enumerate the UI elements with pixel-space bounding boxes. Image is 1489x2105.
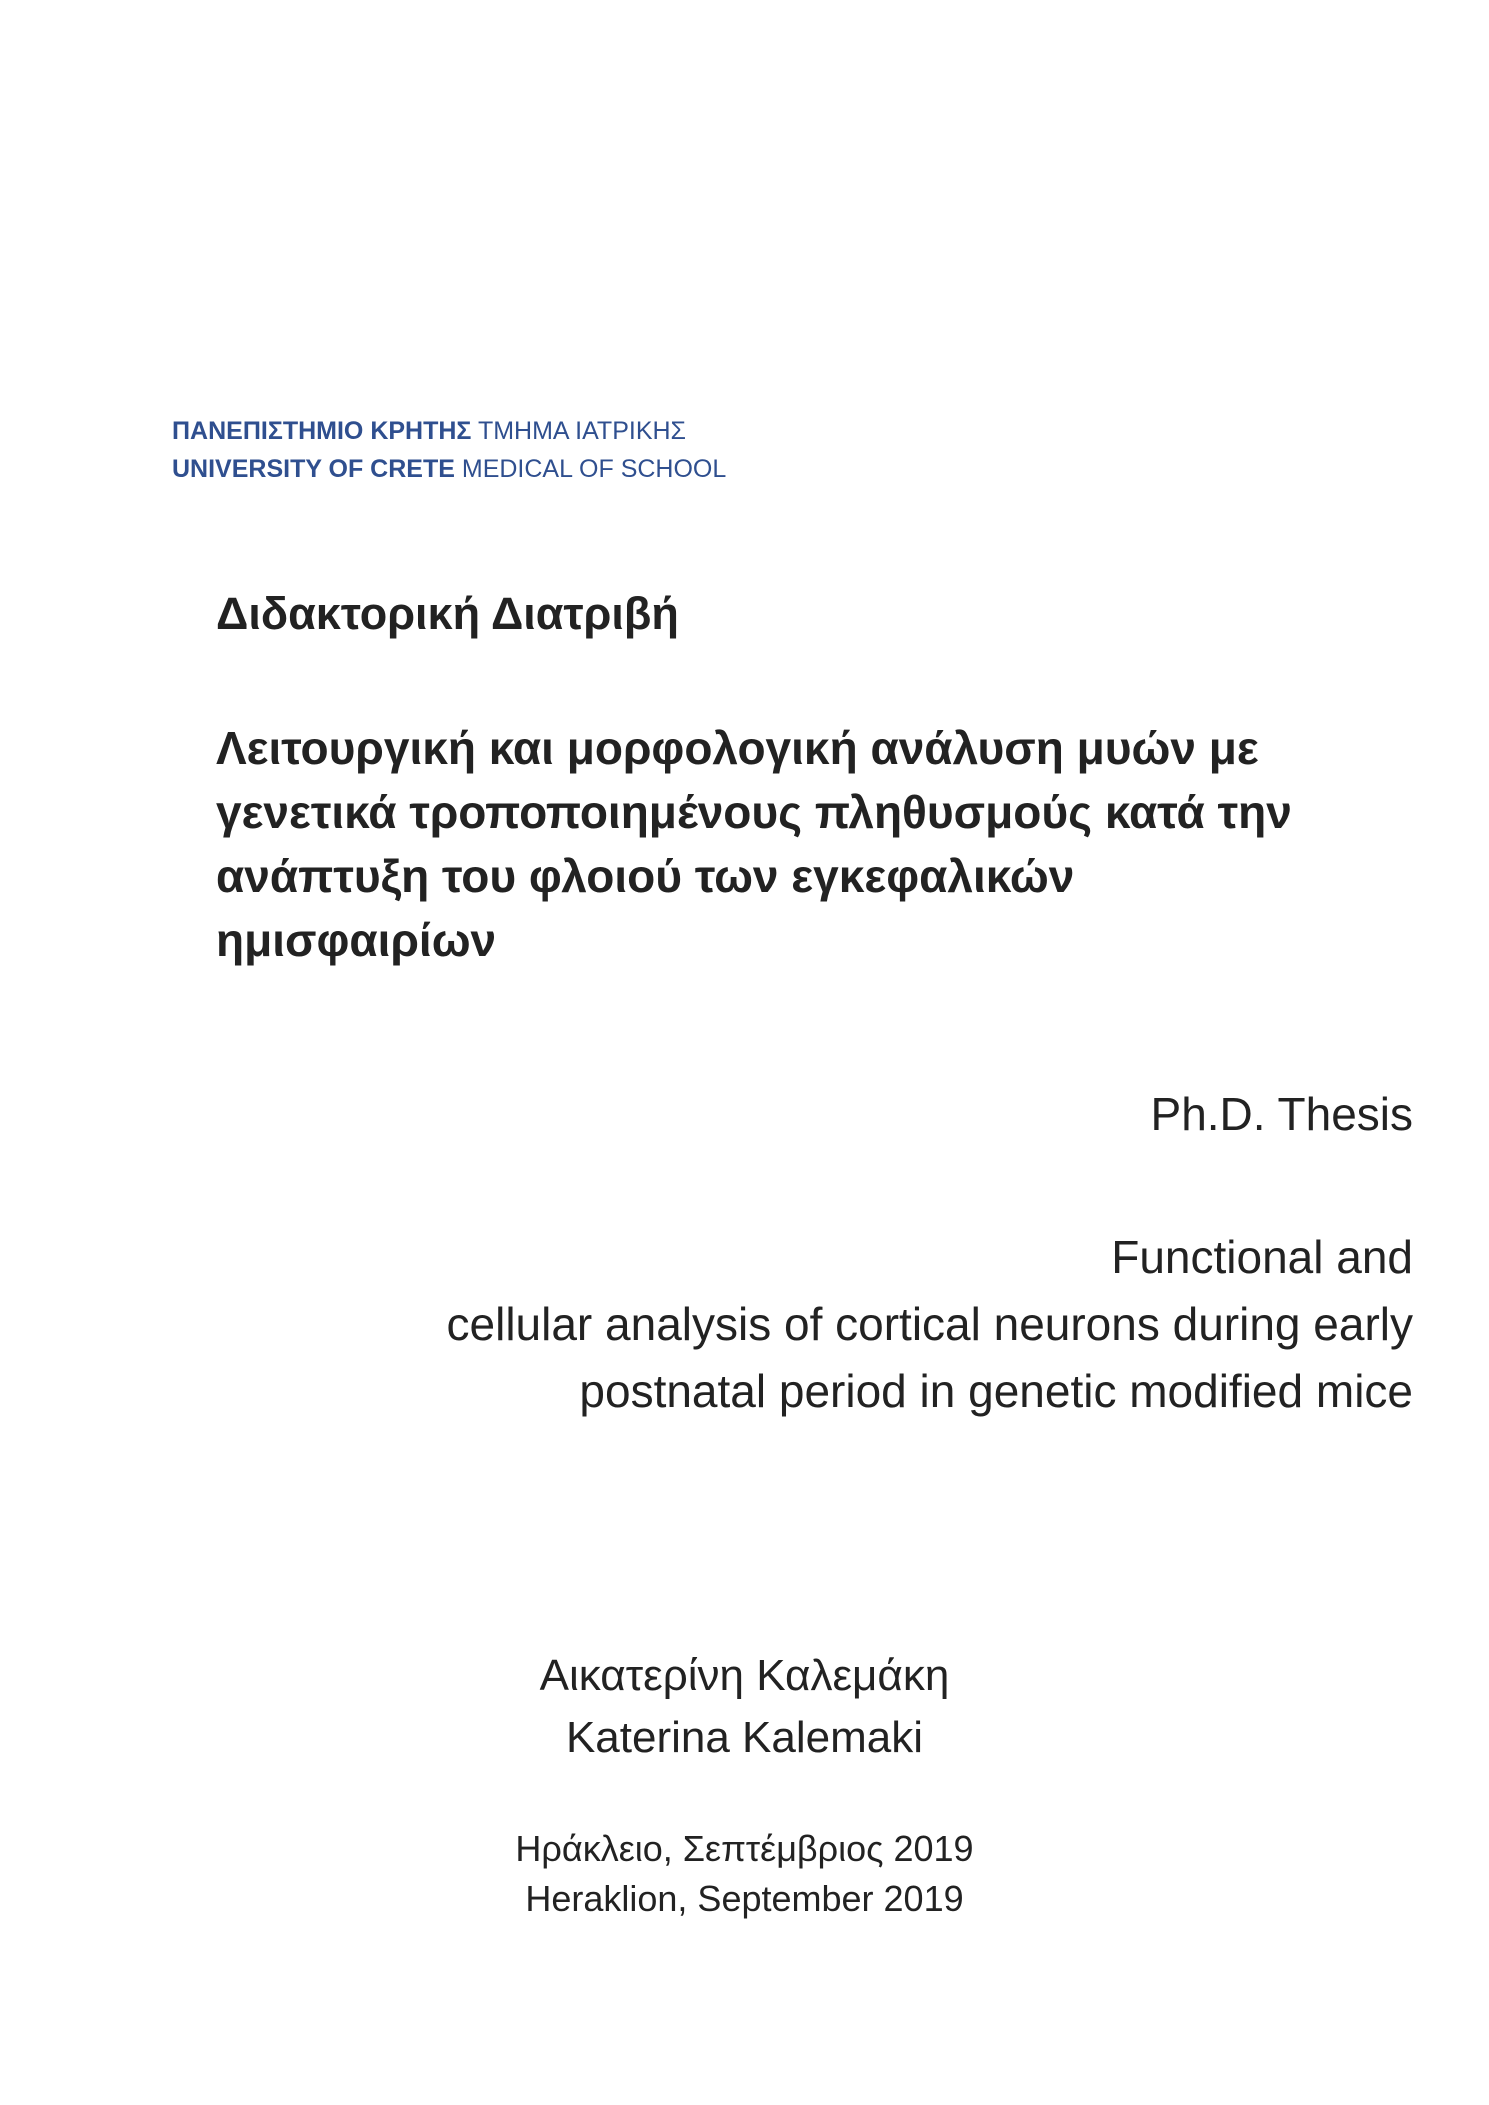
thesis-title-english [447, 1224, 1413, 1425]
thesis-title-greek [216, 716, 1396, 972]
thesis-title-greek-line: ανάπτυξη του φλοιού των εγκεφαλικών [216, 850, 1075, 902]
place-date-block [0, 1824, 1489, 1924]
place-date-greek: Ηράκλειο, Σεπτέμβριος 2019 [515, 1828, 974, 1869]
place-date-english: Heraklion, September 2019 [525, 1878, 964, 1919]
department-name-greek: ΤΜΗΜΑ ΙΑΤΡΙΚΗΣ [477, 417, 687, 445]
university-name-greek: ΠΑΝΕΠΙΣΤΗΜΙΟ ΚΡΗΤΗΣ [172, 417, 472, 445]
thesis-title-english-line: cellular analysis of cortical neurons during early [446, 1298, 1413, 1350]
author-name-english: Katerina Kalemaki [565, 1713, 924, 1762]
university-line-english [172, 450, 726, 488]
thesis-title-greek-line: Λειτουργική και μορφολογική ανάλυση μυών με [216, 722, 1259, 774]
document-type-english: Ph.D. Thesis [1150, 1088, 1413, 1140]
thesis-title-english-line: Functional and [1111, 1231, 1413, 1283]
thesis-title-greek-line: γενετικά τροποποιημένους πληθυσμούς κατά την [216, 786, 1292, 838]
document-type-greek: Διδακτορική Διατριβή [216, 588, 679, 639]
university-line-greek [172, 412, 726, 450]
author-block [0, 1645, 1489, 1769]
university-header [172, 412, 726, 488]
author-name-greek: Αικατερίνη Καλεμάκη [539, 1651, 950, 1700]
university-name-english: UNIVERSITY OF CRETE [172, 455, 455, 483]
department-name-english: MEDICAL OF SCHOOL [461, 455, 727, 483]
thesis-title-english-line: postnatal period in genetic modified mice [579, 1365, 1413, 1417]
thesis-title-greek-line: ημισφαιρίων [216, 914, 497, 966]
